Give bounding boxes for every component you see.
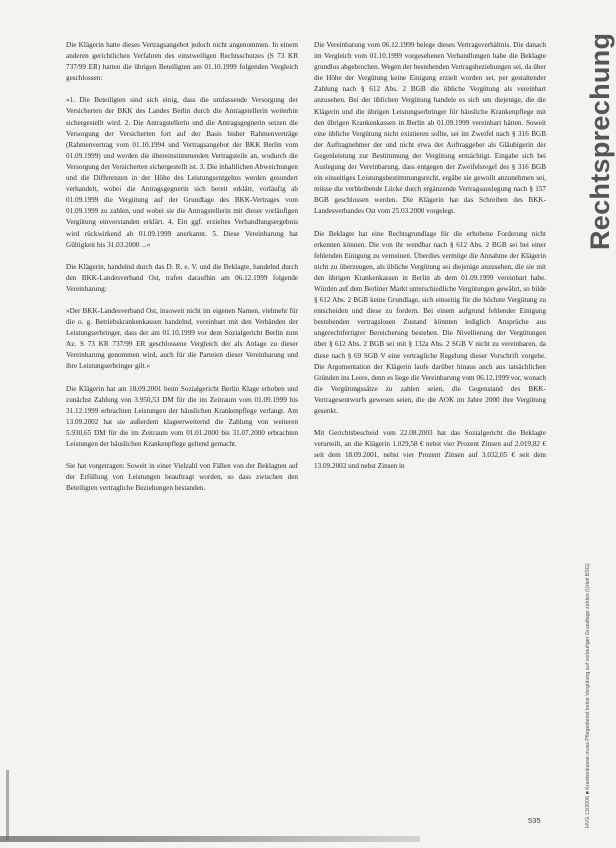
running-footer-note: [575, 300, 589, 830]
paragraph: Die Vereinbarung vom 06.12.1999 belege dieses Vertragsverhältnis. Die danach im Vergleich vom 01.10.1999 vorgesehenen Verhandlungen habe die Beklagte grundlos abgebrochen. Wegen der bestehenden Vertragsbeziehungen sei, da über die Höhe der Vergütung keine Einigung erzielt worden sei, per gestaltender Zahlung nach § 612 Abs. 2 BGB die übliche Vergütung als vereinbart anzusehen. Bei der üblichen Vergütung handele es sich um diejenige, die die Klägerin und die übrigen Leistungserbringer für häusliche Krankenpflege mit den übrigen Krankenkassen in Berlin ab 01.09.1999 vereinbart hätten. Soweit eine übliche Vergütung nicht existieren sollte, sei im Zweifel nach § 316 BGB der Auftragnehmer der und nicht etwa der Auftraggeber als Gläubigerin der Gegenleistung zur Bestimmung der Vergütung ermächtigt. Eingabe sich bei Auslegung der Vereinbarung, dass entgegen der Zweifelsregel des § 316 BGB ein einseitiges Leistungsbestimmungsrecht, ergäbe sie gewollt anzunehmen sei, müsse die verbleibende Lücke durch ergänzende Vertragsauslegung nach § 157 BGB geschlossen werden. Die Klägerin hat das Schreiben des BKK-Landesverbandes Ost vom 25.03.2000 vorgelegt.: [314, 41, 546, 216]
paragraph: »Der BKK-Landesverband Ost, insoweit nicht im eigenen Namen, vielmehr für die o. g. Betriebskrankenkassen handelnd, vereinbart mit den Verbänden der Leistungserbringer, dass der am 01.10.1999 vor dem Sozialgericht Berlin zum Az. S 73 KR 737/99 ER geschlossene Vergleich der als Anlage zu dieser Vereinbarung genommen wird, auch für die Parteien dieser Vereinbarung und ihre Leistungserbringer gilt.«: [66, 306, 298, 371]
section-title-text: Rechtsprechung: [585, 32, 615, 250]
scan-edge-shadow: [0, 836, 420, 842]
left-column: [66, 40, 298, 505]
paragraph: »1. Die Beteiligten sind sich einig, dass die umfassende Versorgung der Versicherten der BKK des Landes Berlin durch die Antragstellerin weiterhin sichergestellt wird. 2. Die Antragstellerin und die Antragsgegnerin setzen die Versorgung der Versicherten fort auf der Basis bisher Rahmenverträge (Rahmenvertrag vom 01.10.1994 und Vertragsangebot der BKK Berlin vom 01.09.1999) und werden die übereinstimmenden Vertragsteile an, wodurch die Versorgung der Versicherten sichergestellt ist. 3. Die inhaltlichen Abweichungen und die Differenzen in der Höhe des Leistungsentgeltes werden gesondert verhandelt, wobei die Antragsgegnerin sich bereit erklärt, vorläufig ab 01.09.1999 die Vergütung auf der Grundlage des BKK-Vertrages vom 01.09.1999 zu zahlen, und wobei sie die Antragstellerin mit dieser vorläufigen Vergütung einverstanden erklärt. 4. Ein ggf. erzieltes Verhandlungsergebnis wird rückwirkend ab 01.09.1999 anerkannt. 5. Diese Vereinbarung hat Gültigkeit bis 31.03.2000 ...«: [66, 96, 298, 249]
paragraph: Die Klägerin hatte dieses Vertragsangebot jedoch nicht angenommen. In einem anderen gerichtlichen Verfahren des einstweiligen Rechtsschutzes (S 73 KR 737/99 ER) hatten die übrigen Beteiligten am 01.10.1999 folgenden Vergleich geschlossen:: [66, 41, 298, 83]
page-number: 535: [528, 816, 541, 825]
paragraph: Sie hat vorgetragen: Soweit in einer Vielzahl von Fällen von der Beklagten auf der Erfüllung von Leistungen beauftragt worden, so dass zwischen den Beteiligten vertragliche Beziehungen bestanden.: [66, 462, 298, 493]
paragraph: Mit Gerichtsbescheid vom 22.08.2003 hat das Sozialgericht die Beklagte verurteilt, an die Klägerin 1.029,58 € nebst vier Prozent Zinsen auf 2.019,82 € seit dem 18.09.2001, nebst vier Prozent Zinsen auf 3.032,05 € seit dem 13.09.2002 und nebst Zinsen in: [314, 429, 546, 471]
scan-edge-mark: [6, 770, 9, 840]
section-title: [553, 32, 615, 254]
running-footer-text: HVG 13/2006 ■ Krankenkasse muss Pflegedienst keine Vergütung auf vorläufiger Grundlage zahlen (Urteil BSG): [585, 563, 591, 828]
paragraph: Die Klägerin hat am 18.09.2001 beim Sozialgericht Berlin Klage erhoben und zunächst Zahlung von 3.950,53 DM für die im Zeitraum vom 01.09.1999 bis 31.12.1999 erbrachten Leistungen der häuslichen Krankenpflege verlangt. Am 13.09.2002 hat sie außerdem klageerweiternd die Zahlung von weiteren 5.930,65 DM für die im Zeitraum vom 01.01.2000 bis 31.07.2000 erbrachten Leistungen der häuslichen Krankenpflege geltend gemacht.: [66, 384, 298, 448]
paragraph: Die Klägerin, handelnd durch das D. R. e. V. und die Beklagte, handelnd durch den BKK-Landesverband Ost, trafen daraufhin am 06.12.1999 folgende Vereinbarung:: [66, 262, 298, 293]
right-column: [314, 40, 546, 483]
paragraph: Die Beklagte hat eine Rechtsgrundlage für die erhobene Forderung nicht erkennen können. Die von ihr wendbar nach § 612 Abs. 2 BGB sei bei einer fehlenden Einigung zu verneinen. Überdies vermöge die Annahme der Klägerin nicht zu überzeugen, als übliche Vergütung sei diejenige anzusehen, die sie mit den übrigen Krankenkassen in Berlin ab dem 01.09.1999 vereinbart habe. Würden auf dem Berliner Markt unterschiedliche Vergütungen gewährt, so bilde § 612 Abs. 2 BGB keine Grundlage, sich einseitig für die höchste Vergütung zu entscheiden und diese zu fordern. Bei einem aufgrund fehlender Einigung bestehenden vertragslosen Zustand könnten lediglich Ansprüche aus ungerechtfertigter Bereicherung bestehen. Die Nivellierung der Vergütungen über § 612 Abs. 2 BGB sei mit § 132a Abs. 2 SGB V nicht zu vereinbaren, da diese nach § 69 SGB V eine vertragliche Regelung dieser Vorschrift vorgehe. Die Argumentation der Klägerin laufe darüber hinaus auch aus tatsächlichen Gründen ins Leere, denn es liege die Vereinbarung vom 06.12.1999 vor, wonach die Vergütungssätze zu zahlen seien, die Gegenstand des BKK-Vertragesentwurfs gewesen seien, die die AOK im Jahre 2000 ihre Vergütung gesenkt.: [314, 229, 546, 415]
